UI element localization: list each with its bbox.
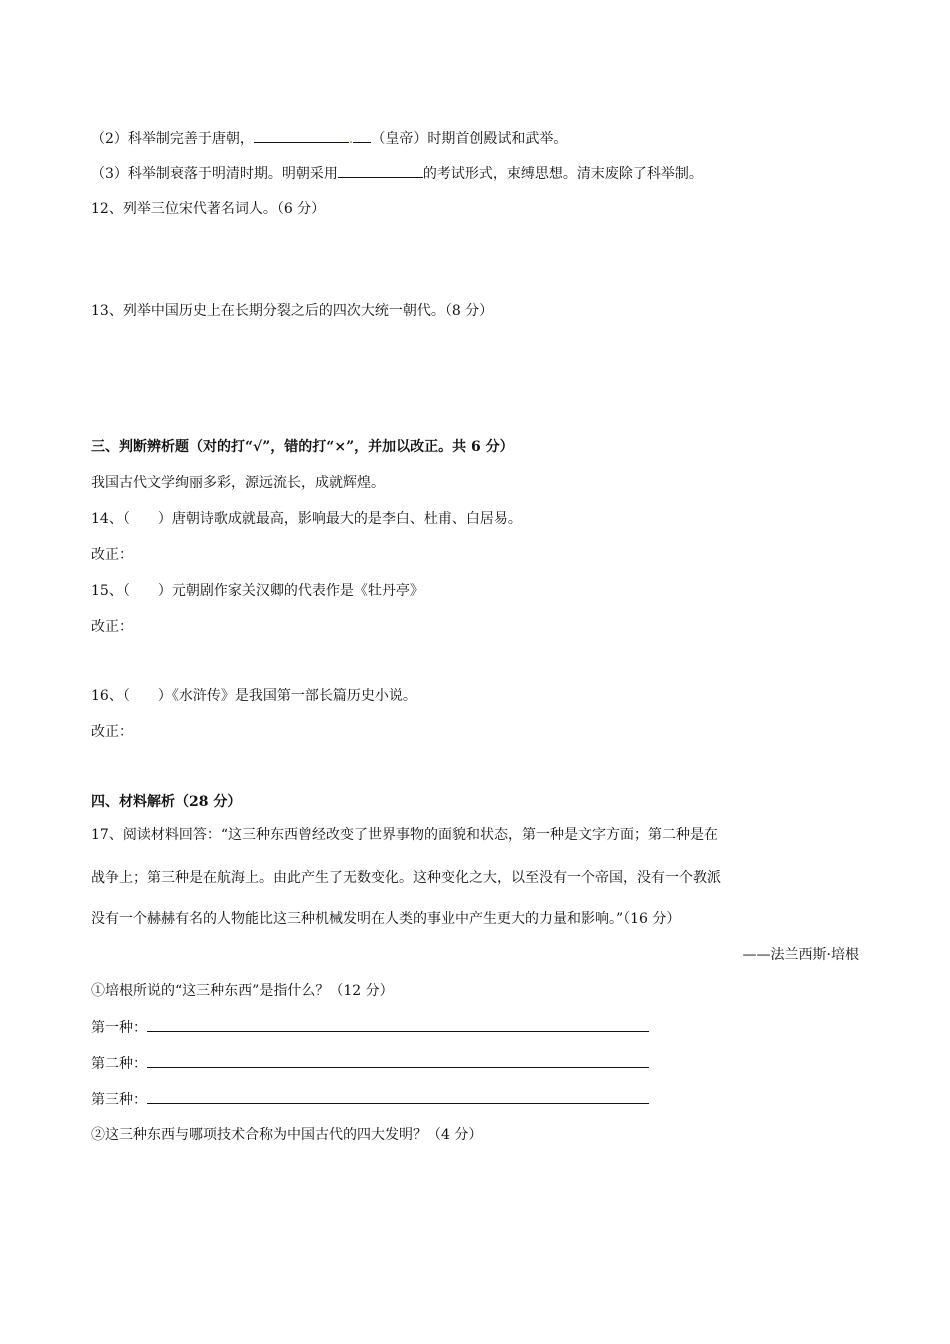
answer-blank xyxy=(338,163,423,178)
question-17-line-1: 17、阅读材料回答：“这三种东西曾经改变了世界事物的面貌和状态，第一种是文字方面；第二种是在 xyxy=(91,827,718,843)
answer-line-second: 第二种： xyxy=(91,1053,649,1074)
answer-blank xyxy=(147,1053,649,1068)
answer-blank xyxy=(147,1089,649,1104)
question-17-line-2: 战争上；第三种是在航海上。由此产生了无数变化。这种变化之大，以至没有一个帝国，没有一个教派 xyxy=(91,870,721,886)
correction-label: 改正： xyxy=(91,619,133,635)
question-14: 14、（ ）唐朝诗歌成就最高，影响最大的是李白、杜甫、白居易。 xyxy=(91,511,522,527)
answer-line-third: 第三种： xyxy=(91,1089,649,1110)
question-16: 16、（ ）《水浒传》是我国第一部长篇历史小说。 xyxy=(91,688,417,704)
question-17-sub-2: ②这三种东西与哪项技术合称为中国古代的四大发明？（4 分） xyxy=(91,1127,483,1143)
question-17-line-3: 没有一个赫赫有名的人物能比这三种机械发明在人类的事业中产生更大的力量和影响。”（16 分） xyxy=(91,911,681,927)
question-12: 12、列举三位宋代著名词人。（6 分） xyxy=(91,201,326,217)
question-11-3: （3）科举制衰落于明清时期。明朝采用 的考试形式，束缚思想。清末废除了科举制。 xyxy=(91,163,703,184)
answer-blank xyxy=(254,128,349,143)
section-3-title: 三、判断辨析题（对的打“√”，错的打“×”，并加以改正。共 6 分） xyxy=(91,439,514,455)
correction-label: 改正： xyxy=(91,724,133,740)
question-13: 13、列举中国历史上在长期分裂之后的四次大统一朝代。（8 分） xyxy=(91,303,494,319)
question-11-2: （2）科举制完善于唐朝， . （皇帝）时期首创殿试和武举。 xyxy=(91,128,567,149)
answer-blank xyxy=(353,128,371,143)
question-15: 15、（ ）元朝剧作家关汉卿的代表作是《牡丹亭》 xyxy=(91,583,424,599)
quote-source: ——法兰西斯·培根 xyxy=(742,947,859,963)
correction-label: 改正： xyxy=(91,547,133,563)
question-17-sub-1: ①培根所说的“这三种东西”是指什么？（12 分） xyxy=(91,983,394,999)
section-4-title: 四、材料解析（28 分） xyxy=(91,794,242,810)
section-3-intro: 我国古代文学绚丽多彩，源远流长，成就辉煌。 xyxy=(91,475,385,491)
answer-line-first: 第一种： xyxy=(91,1017,649,1038)
answer-blank xyxy=(147,1017,649,1032)
